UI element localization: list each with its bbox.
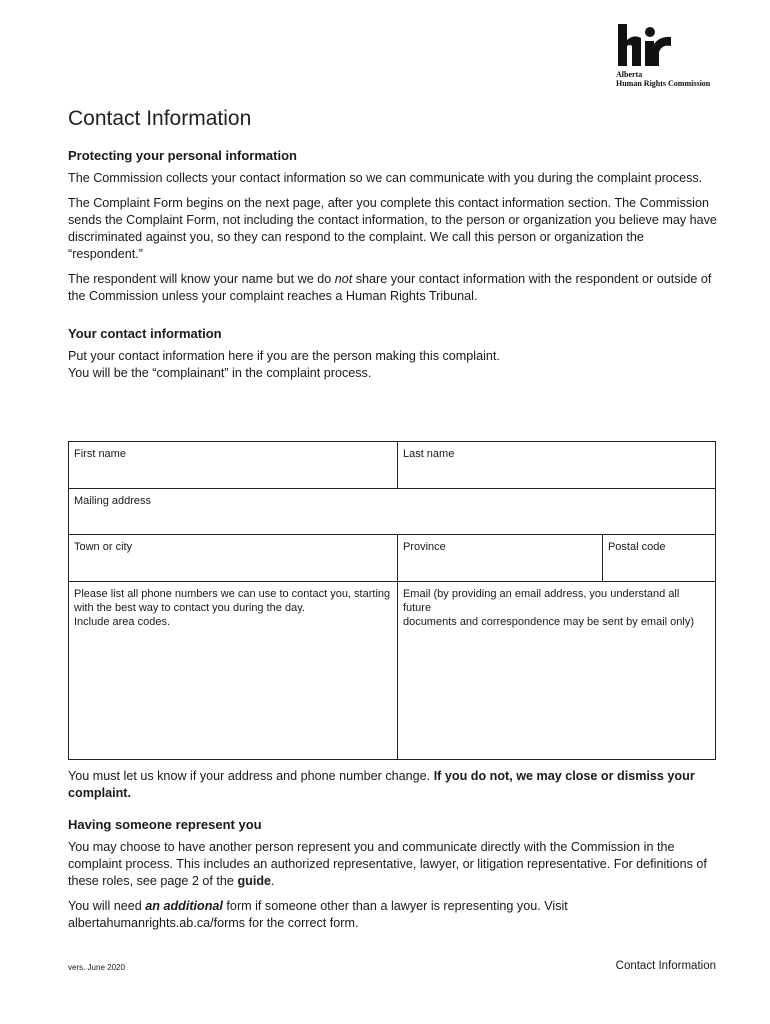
town-city-field[interactable] [69,535,398,582]
personal-info-paragraph-2: The Complaint Form begins on the next page, after you complete this contact information section. The Commission sends the Complaint Form, not including the contact information, to the person or organization you believe may have discriminated against you, so they can respond to the complaint. We call this person or organization the “respondent.” [68,196,717,261]
change-notice-text: You must let us know if your address and phone number change. [68,769,434,783]
province-label: Province [402,541,446,553]
logo-line-2: Human Rights Commission [616,79,711,88]
phone-label-line-2: with the best way to contact you during the day. [74,602,305,614]
p3-before: The respondent will know your name but we do [68,272,335,286]
last-name-field[interactable] [397,442,715,489]
postal-code-field[interactable] [602,535,715,582]
represent-p1-before: You may choose to have another person represent you and communicate directly with the Commission in the complaint process. This includes an authorized representative, lawyer, or litigation representative. For definitions of these roles, see page 2 of the [68,840,707,888]
town-city-label: Town or city [74,541,133,553]
p3-emphasis: not [334,272,353,286]
represent-p2-before: You will need [68,899,146,913]
first-name-label: First name [74,448,126,460]
change-notice [68,768,718,802]
represent-p1-after: . [271,874,275,888]
personal-info-paragraph-3 [68,271,718,305]
footer-version: vers. June 2020 [68,963,125,972]
change-notice-bold: If you do not, we may close or dismiss your complaint. [68,769,695,800]
contact-info-line-1: Put your contact information here if you are the person making this complaint. [68,349,500,363]
logo [616,24,726,88]
personal-info-paragraph-1: The Commission collects your contact information so we can communicate with you during the complaint process. [68,171,703,185]
mailing-address-label: Mailing address [74,495,152,507]
represent-p2-after: form if someone other than a lawyer is representing you. Visit albertahumanrights.ab.ca/forms for the correct form. [68,899,568,930]
mailing-address-field[interactable] [69,489,716,535]
postal-code-label: Postal code [607,541,666,553]
phone-label-line-1: Please list all phone numbers we can use to contact you, starting [74,588,391,600]
contact-info-heading: Your contact information [68,326,222,341]
personal-info-heading: Protecting your personal information [68,148,297,163]
guide-link[interactable]: guide [237,874,272,888]
email-label-line-2: documents and correspondence may be sent by email only) [402,616,695,628]
email-field[interactable] [397,582,715,760]
represent-p2-emphasis: an additional [145,899,223,913]
represent-paragraph-1 [68,839,718,890]
phone-label-line-3: Include area codes. [74,616,171,628]
email-label-line-1: Email (by providing an email address, you understand all future [402,588,680,614]
last-name-label: Last name [402,448,455,460]
phone-numbers-field[interactable] [69,582,398,760]
contact-info-line-2: You will be the “complainant” in the complaint process. [68,366,372,380]
province-field[interactable] [397,535,602,582]
logo-line-1: Alberta [616,70,643,79]
footer-label: Contact Information [615,960,716,972]
p3-after: share your contact information with the respondent or outside of the Commission unless your complaint reaches a Human Rights Tribunal. [68,272,712,303]
page-title: Contact Information [68,107,252,130]
represent-paragraph-2 [68,898,718,932]
first-name-field[interactable] [69,442,398,489]
after-form-content [68,768,718,940]
hr-monogram-icon [616,24,672,70]
represent-heading: Having someone represent you [68,817,262,832]
intro-content [68,147,718,382]
contact-form-table [68,441,716,760]
